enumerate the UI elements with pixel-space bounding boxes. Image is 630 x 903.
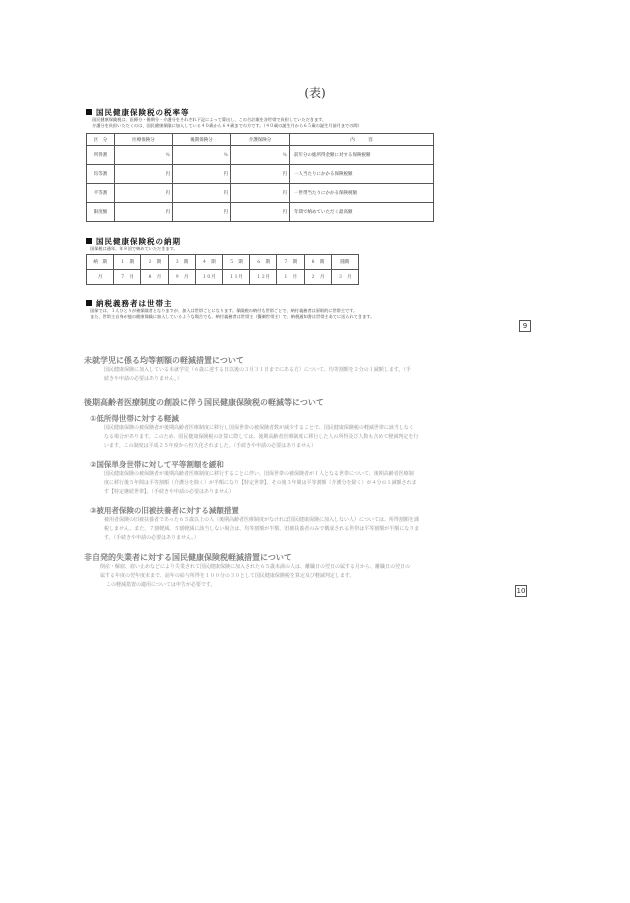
table-row xyxy=(87,165,434,184)
table-cell: 月 xyxy=(87,270,114,285)
taxpayer-notes: 国保では、１人ひとりが被保険者となりますが、加入は世帯ごとになります。保険税の納付も世帯ごとで、納付義務者は原則的に世帯主です。 また、世帯主自身が他の健康保険に加入しているような場合でも、納付義務者は世帯主（擬制世帯主）で、納税通知書は世帯主あてに送られてきます。 xyxy=(90,308,375,319)
table-cell: 円 xyxy=(115,203,173,222)
table-cell: 円 xyxy=(115,184,173,203)
square-bullet-icon xyxy=(86,109,92,115)
table-row xyxy=(87,203,434,222)
elderly-system-heading: 後期高齢者医療制度の創設に伴う国民健康保険税の軽減等について xyxy=(84,398,324,407)
table-cell: 一人当たりにかかる保険税額 xyxy=(290,165,434,184)
square-bullet-icon xyxy=(86,300,92,306)
low-income-reduction-title: ①低所得世帯に対する軽減 xyxy=(90,414,179,423)
page-number: 10 xyxy=(516,587,526,595)
table-cell: ７ 月 xyxy=(114,270,141,285)
table-cell: ％ xyxy=(173,146,231,165)
table-cell: 円 xyxy=(173,203,231,222)
table-row xyxy=(87,270,359,285)
table-cell: 円 xyxy=(231,203,290,222)
table-cell: １０月 xyxy=(195,270,222,285)
table-cell: １１月 xyxy=(222,270,249,285)
row-label: 限度額 xyxy=(87,203,115,222)
payment-schedule-heading: 国民健康保険税の納期 xyxy=(86,236,181,247)
table-cell: ７ 期 xyxy=(277,255,304,270)
payment-schedule-table xyxy=(86,254,359,285)
tax-rate-notes: 国民健康保険税は、医療分・後期分・介護分をそれぞれ下記によって算出し、この合計額を各世帯で負担していただきます。 介護分を負担いただくのは、国民健康保険に加入している４０歳から６４歳までの方です。（４０歳の誕生月から６５歳の誕生月前月までの間） xyxy=(92,117,362,128)
table-cell: ５ 期 xyxy=(222,255,249,270)
table-header: 介護保険分 xyxy=(231,134,290,146)
table-cell: ％ xyxy=(231,146,290,165)
table-header: 区 分 xyxy=(87,134,115,146)
table-cell: ３ 期 xyxy=(168,255,195,270)
table-header-row xyxy=(87,134,434,146)
table-cell: 納 期 xyxy=(87,255,114,270)
table-cell: １２月 xyxy=(250,270,277,285)
low-income-reduction-text: 国民健康保険の被保険者が後期高齢者医療制度に移行し国保世帯の被保険者数が減少することで、国民健康保険税の軽減世帯に該当しなく なる場合があります。このため、国民健康保険税の計算に際しては、後期高齢者医療制度に移行した人の所得及び人数も含めて軽減判定を行 います。この制度は平成２５年度から恒久化されました。（手続きや申請の必要はありません） xyxy=(104,425,419,449)
former-dependent-title: ③被用者保険の旧被扶養者に対する減額措置 xyxy=(90,506,239,515)
preschool-reduction-text: 国民健康保険に加入している未就学児（６歳に達する日以後の３月３１日までにある方）について、均等割額を２分の１減額します。（手 続きや申請の必要はありません。） xyxy=(104,367,411,382)
row-label: 所得割 xyxy=(87,146,115,165)
table-cell: ８ 期 xyxy=(304,255,331,270)
table-row xyxy=(87,146,434,165)
table-header: 医療保険分 xyxy=(115,134,173,146)
unemployed-reduction-heading: 非自発的失業者に対する国民健康保険税軽減措置について xyxy=(84,553,292,562)
table-cell: １ 期 xyxy=(114,255,141,270)
table-cell: ４ 期 xyxy=(195,255,222,270)
table-cell: 円 xyxy=(173,165,231,184)
table-cell: ２ 月 xyxy=(304,270,331,285)
table-cell: ％ xyxy=(115,146,173,165)
table-header: 後期保険分 xyxy=(173,134,231,146)
row-label: 平等割 xyxy=(87,184,115,203)
table-cell: ９ 月 xyxy=(168,270,195,285)
unemployed-reduction-text: 倒産・解雇、雇い止めなどにより失業されて国民健康保険に加入された６５歳未満の人は、離職日の翌日の属する月から、離職日の翌日の 属する年度の翌年度末まで、前年の給与所得を１００分の３０として国民健康保険税を算定及び軽減判定します。 この軽減措置の適用については申告が必要です。 xyxy=(100,564,411,588)
single-household-title: ②国保単身世帯に対して平等割額を緩和 xyxy=(90,460,224,469)
table-cell: 円 xyxy=(173,184,231,203)
table-row xyxy=(87,184,434,203)
former-dependent-text: 被用者保険の旧被扶養者であった６５歳以上の人（後期高齢者医療制度がなければ国民健康保険に加入しない人）については、所得割額を課 税しません。また、７割軽減、５割軽減に該当しない場合は、均等割額が半額、旧被扶養者のみで構成される世帯は平等割額が半額になりま す。（手続きや申請の必要はありません。） xyxy=(104,517,420,541)
page-title: (表) xyxy=(304,86,326,100)
table-cell: 円 xyxy=(231,184,290,203)
square-bullet-icon xyxy=(86,238,92,244)
table-cell: ２ 期 xyxy=(141,255,168,270)
preschool-reduction-heading: 未就学児に係る均等割額の軽減措置について xyxy=(84,356,244,365)
table-cell: 円 xyxy=(115,165,173,184)
row-label: 均等割 xyxy=(87,165,115,184)
tax-rate-heading: 国民健康保険税の税率等 xyxy=(86,107,190,118)
table-cell: ３ 月 xyxy=(331,270,358,285)
table-cell: 一世帯当たりにかかる保険税額 xyxy=(290,184,434,203)
table-cell: 前年分の総所得金額に対する保険税額 xyxy=(290,146,434,165)
table-cell: 随期 xyxy=(331,255,358,270)
payment-schedule-note: 国保税は通年、年８回で納めていただきます。 xyxy=(90,246,178,251)
table-row xyxy=(87,255,359,270)
table-header: 内 容 xyxy=(290,134,434,146)
page-number: 9 xyxy=(519,320,531,332)
table-cell: 年間で納めていただく最高額 xyxy=(290,203,434,222)
single-household-text: 国民健康保険の被保険者が後期高齢者医療制度に移行することに伴い、国保世帯の被保険者が１人となる世帯について、後期高齢者医療制 度に移行後５年間は平等割額（介護分を除く）が半額になり【特定世帯】、その後３年間は平等割額（介護分を除く）が４分の１減額されま す【特定継続世帯】。（手続きや申請の必要はありません） xyxy=(104,471,417,495)
taxpayer-heading: 納税義務者は世帯主 xyxy=(86,298,173,309)
table-cell: ８ 月 xyxy=(141,270,168,285)
tax-rate-table xyxy=(86,133,434,222)
table-cell: ６ 期 xyxy=(250,255,277,270)
table-cell: １ 月 xyxy=(277,270,304,285)
table-cell: 円 xyxy=(231,165,290,184)
